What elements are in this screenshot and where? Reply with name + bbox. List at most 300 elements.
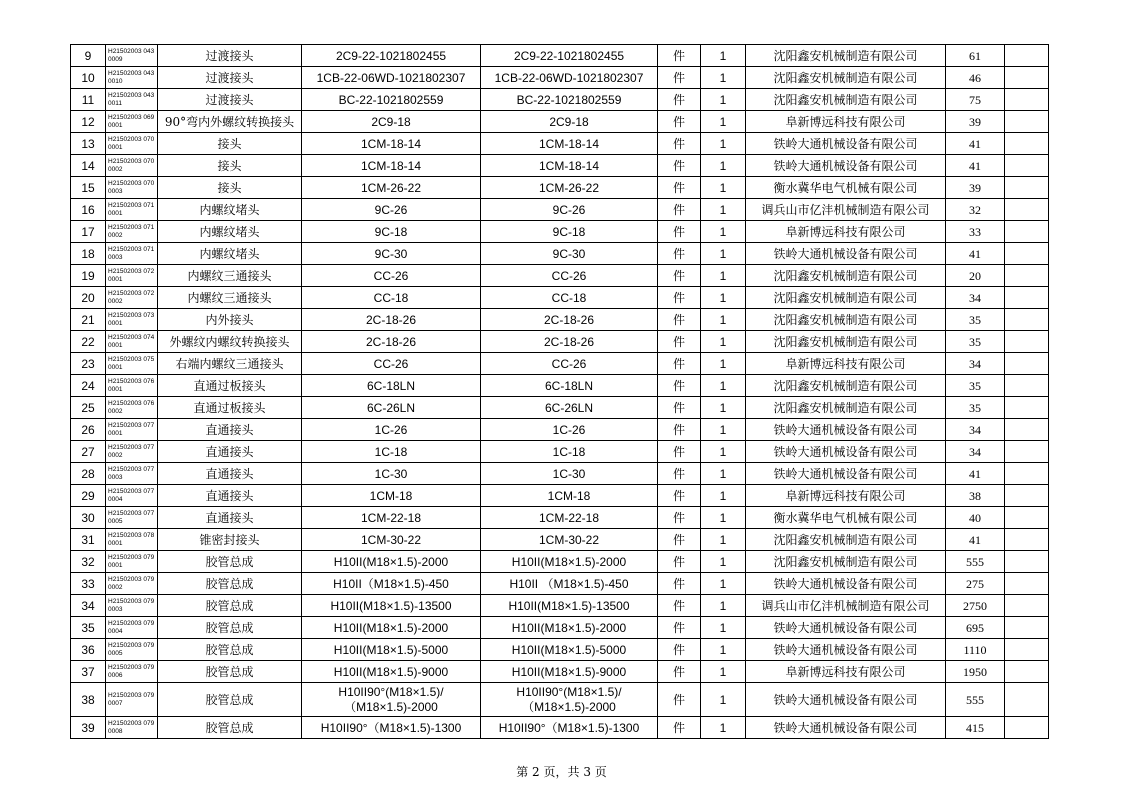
- quantity-cell: 1: [701, 573, 746, 595]
- part-spec-cell: 9C-26: [302, 199, 481, 221]
- row-number-cell: 37: [71, 661, 106, 683]
- price-cell: 38: [946, 485, 1005, 507]
- note-cell: [1005, 529, 1049, 551]
- part-name-cell: 胶管总成: [158, 661, 302, 683]
- part-spec-cell: 2C9-18: [302, 111, 481, 133]
- part-name-cell: 直通接头: [158, 463, 302, 485]
- note-cell: [1005, 639, 1049, 661]
- price-cell: 35: [946, 397, 1005, 419]
- part-spec-cell: 9C-30: [302, 243, 481, 265]
- quantity-cell: 1: [701, 529, 746, 551]
- price-cell: 34: [946, 419, 1005, 441]
- part-model-cell: H10II(M18×1.5)-9000: [481, 661, 658, 683]
- note-cell: [1005, 67, 1049, 89]
- quantity-cell: 1: [701, 155, 746, 177]
- row-number-cell: 30: [71, 507, 106, 529]
- table-row: [71, 463, 1049, 485]
- material-code-cell: H21502003 0790001: [106, 551, 158, 573]
- row-number-cell: 29: [71, 485, 106, 507]
- part-model-cell: 1CM-18: [481, 485, 658, 507]
- price-cell: 695: [946, 617, 1005, 639]
- table-row: [71, 375, 1049, 397]
- note-cell: [1005, 507, 1049, 529]
- row-number-cell: 26: [71, 419, 106, 441]
- unit-cell: 件: [658, 375, 701, 397]
- unit-cell: 件: [658, 111, 701, 133]
- material-code-cell: H21502003 0730001: [106, 309, 158, 331]
- part-name-cell: 内外接头: [158, 309, 302, 331]
- part-name-cell: 内螺纹三通接头: [158, 287, 302, 309]
- supplier-cell: 铁岭大通机械设备有限公司: [746, 243, 946, 265]
- note-cell: [1005, 287, 1049, 309]
- table-row: [71, 243, 1049, 265]
- table-row: [71, 717, 1049, 739]
- supplier-cell: 铁岭大通机械设备有限公司: [746, 463, 946, 485]
- row-number-cell: 14: [71, 155, 106, 177]
- note-cell: [1005, 617, 1049, 639]
- part-name-cell: 胶管总成: [158, 717, 302, 739]
- quantity-cell: 1: [701, 419, 746, 441]
- unit-cell: 件: [658, 683, 701, 717]
- supplier-cell: 铁岭大通机械设备有限公司: [746, 133, 946, 155]
- quantity-cell: 1: [701, 507, 746, 529]
- table-row: [71, 595, 1049, 617]
- quantity-cell: 1: [701, 617, 746, 639]
- unit-cell: 件: [658, 331, 701, 353]
- part-model-cell: BC-22-1021802559: [481, 89, 658, 111]
- part-spec-cell: 1CM-18-14: [302, 133, 481, 155]
- supplier-cell: 沈阳鑫安机械制造有限公司: [746, 397, 946, 419]
- row-number-cell: 11: [71, 89, 106, 111]
- row-number-cell: 36: [71, 639, 106, 661]
- quantity-cell: 1: [701, 309, 746, 331]
- quantity-cell: 1: [701, 177, 746, 199]
- part-spec-cell: 2C-18-26: [302, 309, 481, 331]
- part-spec-cell: CC-26: [302, 265, 481, 287]
- quantity-cell: 1: [701, 717, 746, 739]
- supplier-cell: 铁岭大通机械设备有限公司: [746, 419, 946, 441]
- note-cell: [1005, 177, 1049, 199]
- price-cell: 35: [946, 309, 1005, 331]
- price-cell: 35: [946, 331, 1005, 353]
- part-model-cell: 2C-18-26: [481, 331, 658, 353]
- row-number-cell: 23: [71, 353, 106, 375]
- material-code-cell: H21502003 0430011: [106, 89, 158, 111]
- unit-cell: 件: [658, 199, 701, 221]
- material-code-cell: H21502003 0770005: [106, 507, 158, 529]
- table-row: [71, 507, 1049, 529]
- price-cell: 2750: [946, 595, 1005, 617]
- row-number-cell: 10: [71, 67, 106, 89]
- table-row: [71, 331, 1049, 353]
- note-cell: [1005, 463, 1049, 485]
- note-cell: [1005, 265, 1049, 287]
- supplier-cell: 衡水冀华电气机械有限公司: [746, 177, 946, 199]
- quantity-cell: 1: [701, 375, 746, 397]
- supplier-cell: 调兵山市亿沣机械制造有限公司: [746, 199, 946, 221]
- supplier-cell: 铁岭大通机械设备有限公司: [746, 639, 946, 661]
- table-row: [71, 265, 1049, 287]
- part-name-cell: 胶管总成: [158, 617, 302, 639]
- row-number-cell: 9: [71, 45, 106, 67]
- part-spec-cell: H10II90°(M18×1.5)/ （M18×1.5)-2000: [302, 683, 481, 717]
- part-model-cell: CC-26: [481, 353, 658, 375]
- quantity-cell: 1: [701, 639, 746, 661]
- material-code-cell: H21502003 0790008: [106, 717, 158, 739]
- part-name-cell: 接头: [158, 155, 302, 177]
- material-code-cell: H21502003 0770002: [106, 441, 158, 463]
- note-cell: [1005, 111, 1049, 133]
- part-spec-cell: BC-22-1021802559: [302, 89, 481, 111]
- part-spec-cell: H10II(M18×1.5)-2000: [302, 551, 481, 573]
- row-number-cell: 25: [71, 397, 106, 419]
- part-spec-cell: 1C-26: [302, 419, 481, 441]
- note-cell: [1005, 309, 1049, 331]
- quantity-cell: 1: [701, 111, 746, 133]
- unit-cell: 件: [658, 353, 701, 375]
- note-cell: [1005, 353, 1049, 375]
- row-number-cell: 27: [71, 441, 106, 463]
- row-number-cell: 35: [71, 617, 106, 639]
- table-row: [71, 617, 1049, 639]
- row-number-cell: 22: [71, 331, 106, 353]
- row-number-cell: 19: [71, 265, 106, 287]
- price-cell: 32: [946, 199, 1005, 221]
- unit-cell: 件: [658, 265, 701, 287]
- material-code-cell: H21502003 0770004: [106, 485, 158, 507]
- quantity-cell: 1: [701, 441, 746, 463]
- table-row: [71, 221, 1049, 243]
- unit-cell: 件: [658, 551, 701, 573]
- part-name-cell: 直通接头: [158, 485, 302, 507]
- supplier-cell: 阜新博远科技有限公司: [746, 353, 946, 375]
- note-cell: [1005, 441, 1049, 463]
- unit-cell: 件: [658, 485, 701, 507]
- part-spec-cell: 6C-26LN: [302, 397, 481, 419]
- note-cell: [1005, 199, 1049, 221]
- supplier-cell: 铁岭大通机械设备有限公司: [746, 155, 946, 177]
- row-number-cell: 34: [71, 595, 106, 617]
- part-name-cell: 内螺纹堵头: [158, 243, 302, 265]
- quantity-cell: 1: [701, 331, 746, 353]
- table-row: [71, 287, 1049, 309]
- note-cell: [1005, 419, 1049, 441]
- part-model-cell: H10II(M18×1.5)-2000: [481, 551, 658, 573]
- price-cell: 61: [946, 45, 1005, 67]
- part-model-cell: 1CM-18-14: [481, 133, 658, 155]
- part-spec-cell: 1C-30: [302, 463, 481, 485]
- part-spec-cell: H10II(M18×1.5)-9000: [302, 661, 481, 683]
- note-cell: [1005, 133, 1049, 155]
- unit-cell: 件: [658, 45, 701, 67]
- supplier-cell: 沈阳鑫安机械制造有限公司: [746, 551, 946, 573]
- part-model-cell: 1C-30: [481, 463, 658, 485]
- quantity-cell: 1: [701, 287, 746, 309]
- supplier-cell: 铁岭大通机械设备有限公司: [746, 441, 946, 463]
- unit-cell: 件: [658, 717, 701, 739]
- part-model-cell: 2C9-18: [481, 111, 658, 133]
- material-code-cell: H21502003 0760002: [106, 397, 158, 419]
- unit-cell: 件: [658, 155, 701, 177]
- price-cell: 34: [946, 287, 1005, 309]
- note-cell: [1005, 221, 1049, 243]
- part-model-cell: 2C-18-26: [481, 309, 658, 331]
- unit-cell: 件: [658, 573, 701, 595]
- material-code-cell: H21502003 0720002: [106, 287, 158, 309]
- price-cell: 39: [946, 111, 1005, 133]
- supplier-cell: 铁岭大通机械设备有限公司: [746, 573, 946, 595]
- material-code-cell: H21502003 0700002: [106, 155, 158, 177]
- material-code-cell: H21502003 0710001: [106, 199, 158, 221]
- unit-cell: 件: [658, 309, 701, 331]
- part-spec-cell: H10II90°（M18×1.5)-1300: [302, 717, 481, 739]
- part-name-cell: 胶管总成: [158, 639, 302, 661]
- part-model-cell: 9C-18: [481, 221, 658, 243]
- parts-table: [70, 44, 1049, 739]
- quantity-cell: 1: [701, 683, 746, 717]
- quantity-cell: 1: [701, 463, 746, 485]
- price-cell: 555: [946, 551, 1005, 573]
- unit-cell: 件: [658, 67, 701, 89]
- price-cell: 41: [946, 133, 1005, 155]
- quantity-cell: 1: [701, 67, 746, 89]
- part-spec-cell: 9C-18: [302, 221, 481, 243]
- page-footer: 第 2 页，共 3 页: [516, 765, 607, 779]
- price-cell: 33: [946, 221, 1005, 243]
- table-row: [71, 485, 1049, 507]
- table-row: [71, 551, 1049, 573]
- part-spec-cell: H10II(M18×1.5)-2000: [302, 617, 481, 639]
- material-code-cell: H21502003 0770001: [106, 419, 158, 441]
- part-name-cell: 过渡接头: [158, 89, 302, 111]
- price-cell: 415: [946, 717, 1005, 739]
- price-cell: 46: [946, 67, 1005, 89]
- part-name-cell: 内螺纹三通接头: [158, 265, 302, 287]
- row-number-cell: 21: [71, 309, 106, 331]
- part-name-cell: 胶管总成: [158, 595, 302, 617]
- material-code-cell: H21502003 0690001: [106, 111, 158, 133]
- table-row: [71, 639, 1049, 661]
- row-number-cell: 38: [71, 683, 106, 717]
- price-cell: 34: [946, 441, 1005, 463]
- part-model-cell: H10II90°（M18×1.5)-1300: [481, 717, 658, 739]
- row-number-cell: 15: [71, 177, 106, 199]
- unit-cell: 件: [658, 177, 701, 199]
- note-cell: [1005, 243, 1049, 265]
- part-name-cell: 内螺纹堵头: [158, 199, 302, 221]
- part-name-cell: 直通接头: [158, 507, 302, 529]
- quantity-cell: 1: [701, 89, 746, 111]
- note-cell: [1005, 595, 1049, 617]
- note-cell: [1005, 331, 1049, 353]
- material-code-cell: H21502003 0780001: [106, 529, 158, 551]
- table-row: [71, 111, 1049, 133]
- price-cell: 1110: [946, 639, 1005, 661]
- note-cell: [1005, 397, 1049, 419]
- part-name-cell: 胶管总成: [158, 551, 302, 573]
- row-number-cell: 32: [71, 551, 106, 573]
- unit-cell: 件: [658, 441, 701, 463]
- part-name-cell: 外螺纹内螺纹转换接头: [158, 331, 302, 353]
- row-number-cell: 20: [71, 287, 106, 309]
- supplier-cell: 铁岭大通机械设备有限公司: [746, 617, 946, 639]
- part-name-cell: 直通接头: [158, 419, 302, 441]
- price-cell: 35: [946, 375, 1005, 397]
- note-cell: [1005, 717, 1049, 739]
- quantity-cell: 1: [701, 265, 746, 287]
- material-code-cell: H21502003 0750001: [106, 353, 158, 375]
- row-number-cell: 24: [71, 375, 106, 397]
- material-code-cell: H21502003 0790003: [106, 595, 158, 617]
- table-row: [71, 397, 1049, 419]
- price-cell: 1950: [946, 661, 1005, 683]
- part-spec-cell: CC-18: [302, 287, 481, 309]
- row-number-cell: 17: [71, 221, 106, 243]
- table-body: [71, 45, 1049, 739]
- part-model-cell: 1CB-22-06WD-1021802307: [481, 67, 658, 89]
- unit-cell: 件: [658, 287, 701, 309]
- part-spec-cell: 6C-18LN: [302, 375, 481, 397]
- material-code-cell: H21502003 0790002: [106, 573, 158, 595]
- table-row: [71, 177, 1049, 199]
- supplier-cell: 沈阳鑫安机械制造有限公司: [746, 529, 946, 551]
- price-cell: 39: [946, 177, 1005, 199]
- quantity-cell: 1: [701, 397, 746, 419]
- material-code-cell: H21502003 0430010: [106, 67, 158, 89]
- material-code-cell: H21502003 0710002: [106, 221, 158, 243]
- price-cell: 20: [946, 265, 1005, 287]
- supplier-cell: 衡水冀华电气机械有限公司: [746, 507, 946, 529]
- supplier-cell: 阜新博远科技有限公司: [746, 661, 946, 683]
- part-spec-cell: 1CB-22-06WD-1021802307: [302, 67, 481, 89]
- supplier-cell: 阜新博远科技有限公司: [746, 111, 946, 133]
- note-cell: [1005, 683, 1049, 717]
- unit-cell: 件: [658, 221, 701, 243]
- part-spec-cell: 1CM-18-14: [302, 155, 481, 177]
- part-model-cell: 1C-18: [481, 441, 658, 463]
- part-model-cell: CC-18: [481, 287, 658, 309]
- note-cell: [1005, 375, 1049, 397]
- row-number-cell: 39: [71, 717, 106, 739]
- row-number-cell: 16: [71, 199, 106, 221]
- note-cell: [1005, 551, 1049, 573]
- supplier-cell: 沈阳鑫安机械制造有限公司: [746, 309, 946, 331]
- supplier-cell: 沈阳鑫安机械制造有限公司: [746, 375, 946, 397]
- part-model-cell: H10II(M18×1.5)-13500: [481, 595, 658, 617]
- table-row: [71, 353, 1049, 375]
- part-model-cell: H10II(M18×1.5)-2000: [481, 617, 658, 639]
- note-cell: [1005, 573, 1049, 595]
- row-number-cell: 12: [71, 111, 106, 133]
- quantity-cell: 1: [701, 45, 746, 67]
- unit-cell: 件: [658, 133, 701, 155]
- material-code-cell: H21502003 0740001: [106, 331, 158, 353]
- quantity-cell: 1: [701, 221, 746, 243]
- note-cell: [1005, 45, 1049, 67]
- quantity-cell: 1: [701, 133, 746, 155]
- table-row: [71, 309, 1049, 331]
- part-name-cell: 过渡接头: [158, 67, 302, 89]
- supplier-cell: 阜新博远科技有限公司: [746, 221, 946, 243]
- material-code-cell: H21502003 0700001: [106, 133, 158, 155]
- price-cell: 34: [946, 353, 1005, 375]
- row-number-cell: 18: [71, 243, 106, 265]
- note-cell: [1005, 661, 1049, 683]
- note-cell: [1005, 485, 1049, 507]
- part-name-cell: 90°弯内外螺纹转换接头: [158, 111, 302, 133]
- material-code-cell: H21502003 0790004: [106, 617, 158, 639]
- unit-cell: 件: [658, 243, 701, 265]
- part-name-cell: 接头: [158, 133, 302, 155]
- part-model-cell: 9C-26: [481, 199, 658, 221]
- quantity-cell: 1: [701, 353, 746, 375]
- quantity-cell: 1: [701, 661, 746, 683]
- price-cell: 41: [946, 243, 1005, 265]
- part-spec-cell: 2C9-22-1021802455: [302, 45, 481, 67]
- parts-table-container: [70, 44, 1049, 739]
- table-row: [71, 155, 1049, 177]
- part-spec-cell: CC-26: [302, 353, 481, 375]
- part-spec-cell: H10II(M18×1.5)-13500: [302, 595, 481, 617]
- table-row: [71, 45, 1049, 67]
- part-name-cell: 直通过板接头: [158, 397, 302, 419]
- part-model-cell: 1CM-30-22: [481, 529, 658, 551]
- part-spec-cell: 1CM-26-22: [302, 177, 481, 199]
- supplier-cell: 沈阳鑫安机械制造有限公司: [746, 331, 946, 353]
- material-code-cell: H21502003 0700003: [106, 177, 158, 199]
- material-code-cell: H21502003 0720001: [106, 265, 158, 287]
- price-cell: 275: [946, 573, 1005, 595]
- supplier-cell: 铁岭大通机械设备有限公司: [746, 717, 946, 739]
- price-cell: 555: [946, 683, 1005, 717]
- unit-cell: 件: [658, 89, 701, 111]
- row-number-cell: 28: [71, 463, 106, 485]
- unit-cell: 件: [658, 419, 701, 441]
- part-spec-cell: H10II(M18×1.5)-5000: [302, 639, 481, 661]
- quantity-cell: 1: [701, 243, 746, 265]
- supplier-cell: 沈阳鑫安机械制造有限公司: [746, 89, 946, 111]
- note-cell: [1005, 89, 1049, 111]
- part-model-cell: 1C-26: [481, 419, 658, 441]
- part-name-cell: 直通接头: [158, 441, 302, 463]
- unit-cell: 件: [658, 507, 701, 529]
- unit-cell: 件: [658, 595, 701, 617]
- supplier-cell: 沈阳鑫安机械制造有限公司: [746, 287, 946, 309]
- material-code-cell: H21502003 0790007: [106, 683, 158, 717]
- table-row: [71, 133, 1049, 155]
- part-name-cell: 胶管总成: [158, 573, 302, 595]
- supplier-cell: 沈阳鑫安机械制造有限公司: [746, 45, 946, 67]
- table-row: [71, 89, 1049, 111]
- unit-cell: 件: [658, 397, 701, 419]
- part-spec-cell: 1C-18: [302, 441, 481, 463]
- quantity-cell: 1: [701, 595, 746, 617]
- part-name-cell: 内螺纹堵头: [158, 221, 302, 243]
- price-cell: 41: [946, 463, 1005, 485]
- table-row: [71, 419, 1049, 441]
- price-cell: 41: [946, 529, 1005, 551]
- table-row: [71, 661, 1049, 683]
- note-cell: [1005, 155, 1049, 177]
- price-cell: 41: [946, 155, 1005, 177]
- row-number-cell: 13: [71, 133, 106, 155]
- material-code-cell: H21502003 0710003: [106, 243, 158, 265]
- part-spec-cell: 1CM-30-22: [302, 529, 481, 551]
- part-name-cell: 锥密封接头: [158, 529, 302, 551]
- part-spec-cell: 1CM-18: [302, 485, 481, 507]
- price-cell: 75: [946, 89, 1005, 111]
- part-name-cell: 直通过板接头: [158, 375, 302, 397]
